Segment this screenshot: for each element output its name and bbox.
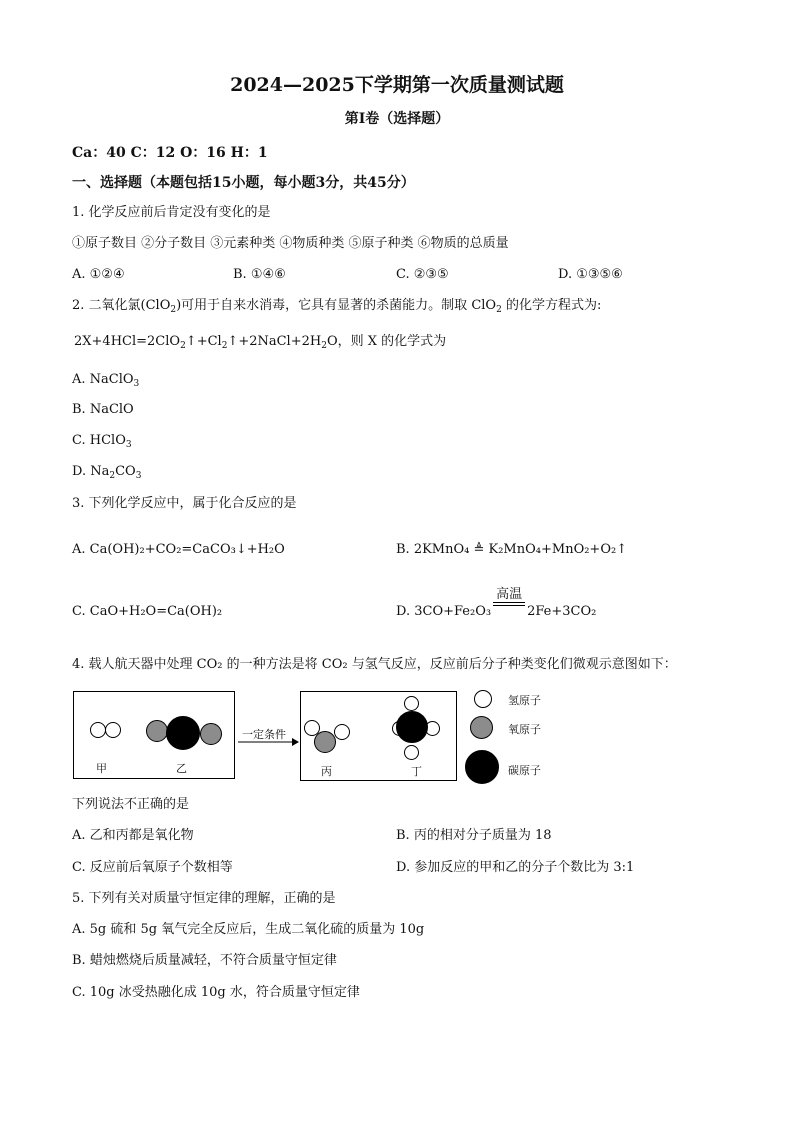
q4-option-d[interactable]: D. 参加反应的甲和乙的分子个数比为 3:1 [396, 860, 635, 875]
q3-stem: 3. 下列化学反应中，属于化合反应的是 [72, 496, 297, 511]
q5-option-c[interactable]: C. 10g 冰受热融化成 10g 水，符合质量守恒定律 [72, 985, 360, 1000]
q1-stem: 1. 化学反应前后肯定没有变化的是 [72, 205, 271, 220]
label-ding: 丁 [411, 765, 422, 778]
q1-option-d[interactable]: D. ①③⑤⑥ [558, 267, 623, 282]
q4-option-c[interactable]: C. 反应前后氧原子个数相等 [72, 860, 233, 875]
q2-option-c[interactable]: C. HClO$_3$ [72, 433, 132, 450]
label-jia: 甲 [96, 762, 107, 775]
q4-sub-stem: 下列说法不正确的是 [72, 797, 190, 812]
legend-oxygen: 氧原子 [508, 723, 541, 736]
oxygen-atom [314, 731, 336, 753]
label-bing: 丙 [321, 765, 332, 778]
oxygen-legend-icon [470, 716, 493, 739]
oxygen-atom [146, 720, 168, 742]
q4-stem: 4. 载人航天器中处理 CO₂ 的一种方法是将 CO₂ 与氢气反应，反应前后分子种类变化们微观示意图如下： [72, 657, 677, 672]
q1-items: ①原子数目 ②分子数目 ③元素种类 ④物质种类 ⑤原子种类 ⑥物质的总质量 [72, 236, 509, 251]
carbon-legend-icon [465, 750, 499, 784]
q3-option-d[interactable]: D. 3CO+Fe₂O₃ 高温 2Fe+3CO₂ [396, 587, 597, 619]
carbon-atom [166, 716, 200, 750]
carbon-atom [396, 711, 428, 743]
q5-stem: 5. 下列有关对质量守恒定律的理解，正确的是 [72, 891, 336, 906]
page-title: 2024—2025下学期第一次质量测试题 [230, 74, 564, 96]
q2-equation: $2X+4HCl=2ClO_2↑+Cl_2↑+2NaCl+2H_2O$，则 X 的化学式为 [74, 334, 447, 351]
q4-option-a[interactable]: A. 乙和丙都是氧化物 [72, 828, 194, 843]
legend-hydrogen: 氢原子 [508, 694, 541, 707]
hydrogen-legend-icon [474, 690, 492, 708]
q1-option-a[interactable]: A. ①②④ [72, 267, 125, 282]
hydrogen-atom [404, 696, 419, 711]
label-yi: 乙 [176, 762, 187, 775]
q5-option-b[interactable]: B. 蜡烛燃烧后质量减轻，不符合质量守恒定律 [72, 953, 337, 968]
q1-option-b[interactable]: B. ①④⑥ [233, 267, 286, 282]
legend-carbon: 碳原子 [508, 764, 541, 777]
hydrogen-atom [105, 722, 121, 738]
q3-option-c[interactable]: C. CaO+H₂O=Ca(OH)₂ [72, 604, 223, 619]
q1-option-c[interactable]: C. ②③⑤ [396, 267, 449, 282]
q5-option-a[interactable]: A. 5g 硫和 5g 氧气完全反应后，生成二氧化硫的质量为 10g [72, 922, 425, 937]
hydrogen-atom [90, 722, 106, 738]
hydrogen-atom [404, 745, 419, 760]
arrow-condition: 一定条件 [242, 728, 286, 741]
hydrogen-atom [334, 724, 350, 740]
atomic-masses: Ca：40 C：12 O：16 H：1 [72, 145, 268, 161]
q2-option-d[interactable]: D. $Na_2CO_3$ [72, 464, 142, 481]
q3-option-b[interactable]: B. 2KMnO₄ ≜ K₂MnO₄+MnO₂+O₂↑ [396, 542, 628, 557]
q2-option-a[interactable]: A. NaClO$_3$ [72, 372, 140, 389]
reaction-arrow-icon [236, 737, 300, 747]
q2-stem: 2. 二氧化氯(ClO$_2$)可用于自来水消毒，它具有显著的杀菌能力。制取 ClO$_2$ 的化学方程式为: [72, 298, 602, 315]
oxygen-atom [200, 723, 222, 745]
q3-option-a[interactable]: A. Ca(OH)₂+CO₂=CaCO₃↓+H₂O [72, 542, 285, 557]
volume-heading: 第Ⅰ卷（选择题） [344, 111, 450, 127]
q4-option-b[interactable]: B. 丙的相对分子质量为 18 [396, 828, 552, 843]
q2-option-b[interactable]: B. NaClO [72, 402, 134, 417]
section-heading: 一、选择题（本题包括15小题，每小题3分，共45分） [72, 175, 415, 191]
